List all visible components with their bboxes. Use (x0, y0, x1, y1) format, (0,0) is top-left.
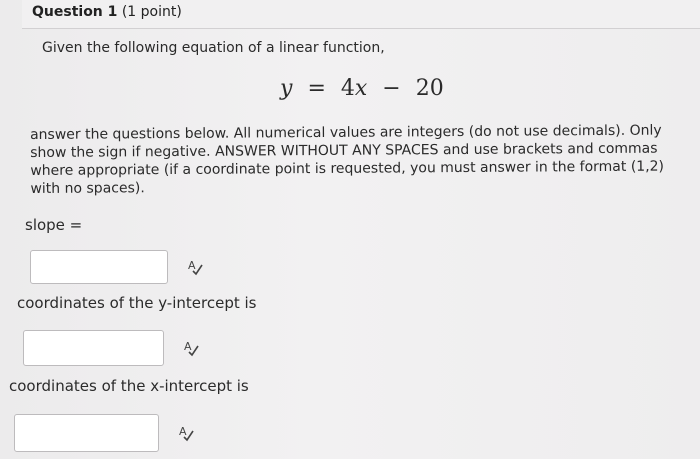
equation (280, 76, 444, 101)
slope-label: slope = (25, 216, 83, 234)
equation-equals: = (307, 76, 326, 101)
y-intercept-label: coordinates of the y-intercept is (17, 294, 257, 312)
x-intercept-input[interactable] (14, 414, 159, 452)
question-header (22, 0, 700, 29)
equation-lhs: y (280, 76, 293, 101)
y-intercept-input[interactable] (23, 330, 164, 366)
slope-input[interactable] (30, 250, 168, 284)
svg-text:A: A (179, 425, 187, 438)
spellcheck-icon[interactable] (182, 339, 200, 357)
question-title (32, 4, 182, 20)
equation-var: x (354, 76, 368, 101)
x-intercept-label: coordinates of the x-intercept is (9, 377, 249, 395)
question-points: (1 point) (121, 4, 182, 20)
equation-op: − (382, 76, 401, 101)
instructions: answer the questions below. All numerical values are integers (do not use decimals). Only show the sign if negative. ANSWER WITHOUT ANY SPACES and use brackets and commas where appropriate (if a coordinate point is requested, you must answer in the format (1,2) with no spaces). (30, 122, 665, 197)
question-intro: Given the following equation of a linear function, (42, 40, 385, 56)
svg-text:A: A (188, 259, 196, 272)
equation-const: 20 (415, 76, 444, 101)
spellcheck-icon[interactable] (177, 424, 195, 442)
spellcheck-icon[interactable] (186, 258, 204, 276)
question-number: Question 1 (32, 4, 118, 20)
svg-text:A: A (184, 340, 192, 353)
equation-coef: 4 (340, 76, 355, 101)
